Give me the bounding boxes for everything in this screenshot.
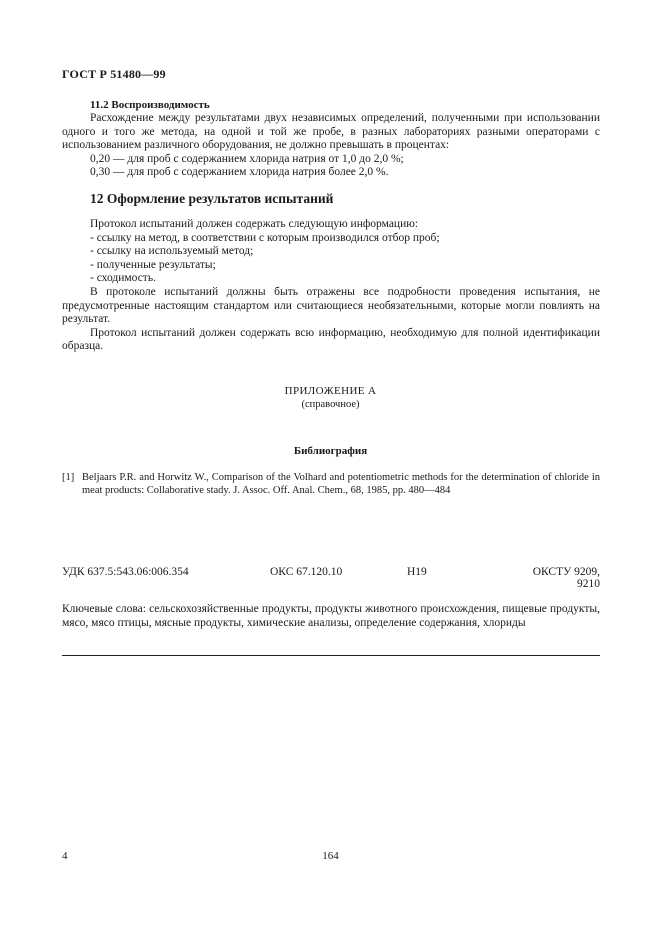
page-number-center: 164 <box>322 850 339 862</box>
section-11-2-body <box>62 112 600 180</box>
section-11-2-title: 11.2 Воспроизводимость <box>90 99 210 111</box>
section-12-title: 12 Оформление результатов испытаний <box>90 191 334 206</box>
section-11-2-item-1: 0,20 — для проб с содержанием хлорида натрия от 1,0 до 2,0 %; <box>90 152 404 165</box>
category-code: Н19 <box>407 566 427 578</box>
classification-row <box>62 566 600 596</box>
section-12-body <box>62 218 600 354</box>
section-12-list-item-4: - сходимость. <box>90 272 156 285</box>
standard-header: ГОСТ Р 51480—99 <box>62 67 166 81</box>
section-12-list-item-1: - ссылку на метод, в соответствии с которым производился отбор проб; <box>90 231 440 244</box>
section-12-paragraph-1: В протоколе испытаний должны быть отражены все подробности проведения испытания, не предусмотренные настоящим стандартом или считающиеся необязательными, которые могли повлиять на результат. <box>62 285 600 326</box>
udc-code: УДК 637.5:543.06:006.354 <box>62 566 189 578</box>
section-12-paragraph-2: Протокол испытаний должен содержать всю информацию, необходимую для полной идентификации образца. <box>62 326 600 353</box>
annex-subtitle: (справочное) <box>301 399 360 410</box>
section-11-2-item-2: 0,30 — для проб с содержанием хлорида натрия более 2,0 %. <box>90 166 389 179</box>
bottom-rule <box>62 655 600 656</box>
annex-title: ПРИЛОЖЕНИЕ А <box>284 385 377 397</box>
section-12-list-item-2: - ссылку на используемый метод; <box>90 245 254 258</box>
bibliography-entry <box>62 472 600 497</box>
keywords: Ключевые слова: сельскохозяйственные продукты, продукты животного происхождения, пищевые продукты, мясо, мясо птицы, мясные продукты, химические анализы, определение содержания, хлориды <box>62 603 600 629</box>
oks-code: ОКС 67.120.10 <box>270 566 343 578</box>
bibliography-entry-text: Beljaars P.R. and Horwitz W., Comparison of the Volhard and potentiometric methods for the determination of chloride in meat products: Collaborative stady. J. Assoc. Off. Anal. Chem., 68, 1985, pp. 480—484 <box>82 472 600 496</box>
section-12-list-item-3: - полученные результаты; <box>90 258 216 271</box>
section-11-2-paragraph: Расхождение между результатами двух независимых определений, полученными при использовании одного и того же метода, на одной и той же пробе, в разных лабораториях разными операторами с использованием различного оборудования, не должно превышать в процентах: <box>62 112 600 152</box>
okstu-code <box>533 566 600 590</box>
page-number-left: 4 <box>62 850 68 862</box>
section-12-intro: Протокол испытаний должен содержать следующую информацию: <box>90 218 419 230</box>
bibliography-entry-number: [1] <box>62 472 75 483</box>
okstu-line-2: 9210 <box>577 578 600 590</box>
bibliography-title: Библиография <box>293 445 368 457</box>
okstu-line-1: ОКСТУ 9209, <box>532 566 600 578</box>
